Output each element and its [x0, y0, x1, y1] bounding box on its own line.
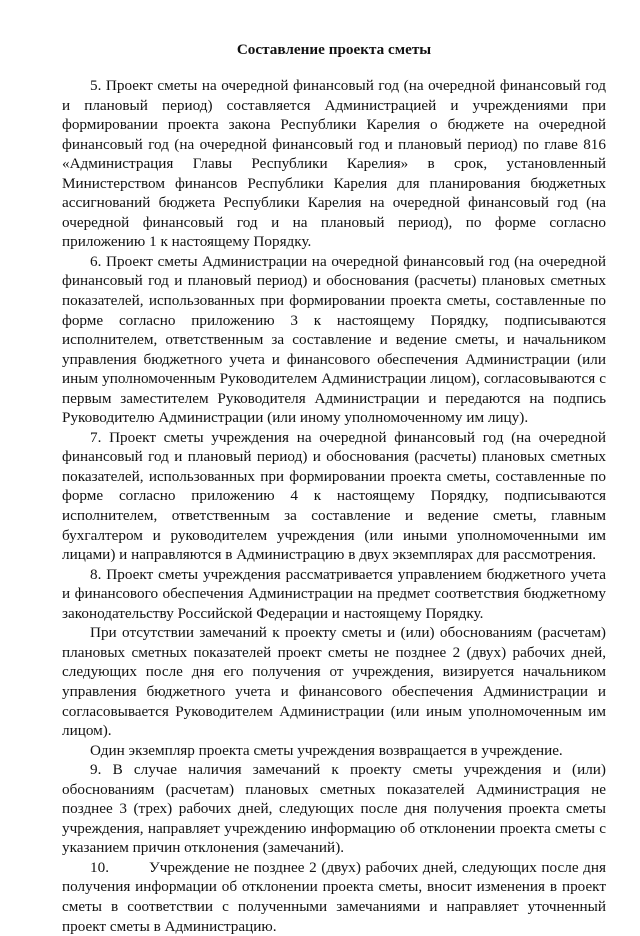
paragraph-8-no-remarks: При отсутствии замечаний к проекту сметы и (или) обоснованиям (расчетам) плановых сметных показателей проект сметы не позднее 2 (двух) рабочих дней, следующих после дня его получения от учреждения, визируется начальником управления бюджетного учета и финансового обеспечения Администрации и согласовывается Руководителем Администрации (или иным уполномоченным им лицом).: [62, 624, 606, 740]
paragraph-7: 7. Проект сметы учреждения на очередной финансовый год (на очередной финансовый год и плановый период) и обоснования (расчеты) плановых сметных показателей, использованных при формировании проекта сметы, составленные по форме согласно приложению 4 к настоящему Порядку, подписываются исполнителем, ответственным за составление и ведение сметы, главным бухгалтером и руководителем учреждения (или иными уполномоченными им лицами) и направляются в Администрацию в двух экземплярах для рассмотрения.: [62, 428, 606, 564]
paragraph-8-copy-returned: Один экземпляр проекта сметы учреждения возвращается в учреждение.: [90, 741, 563, 759]
paragraph-10-number: 10.: [90, 858, 109, 876]
paragraph-6: 6. Проект сметы Администрации на очередной финансовый год (на очередной финансовый год и плановый период) и обоснования (расчеты) плановых сметных показателей, использованных при формировании проекта сметы, составленные по форме согласно приложению 3 к настоящему Порядку, подписываются исполнителем, ответственным за составление и ведение сметы, и начальником управления бюджетного учета и финансового обеспечения Администрации (или иным уполномоченным Руководителем Администрации лицом), согласовываются с первым заместителем Руководителя Администрации и передаются на подпись Руководителю Администрации (или иному уполномоченному им лицу).: [62, 252, 606, 427]
paragraph-10-text: Учреждение не позднее 2 (двух) рабочих дней, следующих после дня получения информации об отклонении проекта сметы, вносит изменения в проект сметы в соответствии с полученными замечаниями и направляет уточненный проект сметы в Администрацию.: [62, 858, 606, 935]
paragraph-5: 5. Проект сметы на очередной финансовый год (на очередной финансовый год и плановый период) составляется Администрацией и учреждениями при формировании проекта закона Республики Карелия о бюджете на очередной финансовый год (на очередной финансовый год и плановый период) по главе 816 «Администрация Главы Республики Карелия» в срок, установленный Министерством финансов Республики Карелия для планирования бюджетных ассигнований бюджета Республики Карелия на очередной финансовый год (на очередной финансовый год и на плановый период), по форме согласно приложению 1 к настоящему Порядку.: [62, 77, 606, 251]
paragraph-10: [62, 858, 606, 936]
document-title: Составление проекта сметы: [236, 41, 432, 58]
paragraph-9: 9. В случае наличия замечаний к проекту сметы учреждения и (или) обоснованиям (расчетам) плановых сметных показателей Администрация не позднее 3 (трех) рабочих дней, следующих после дня получения проекта сметы учреждения, направляет учреждению информацию об отклонении проекта сметы с указанием причин отклонения (замечаний).: [62, 761, 606, 857]
paragraph-8: 8. Проект сметы учреждения рассматривается управлением бюджетного учета и финансового обеспечения Администрации на предмет соответствия бюджетному законодательству Российской Федерации и настоящему Порядку.: [62, 565, 606, 622]
